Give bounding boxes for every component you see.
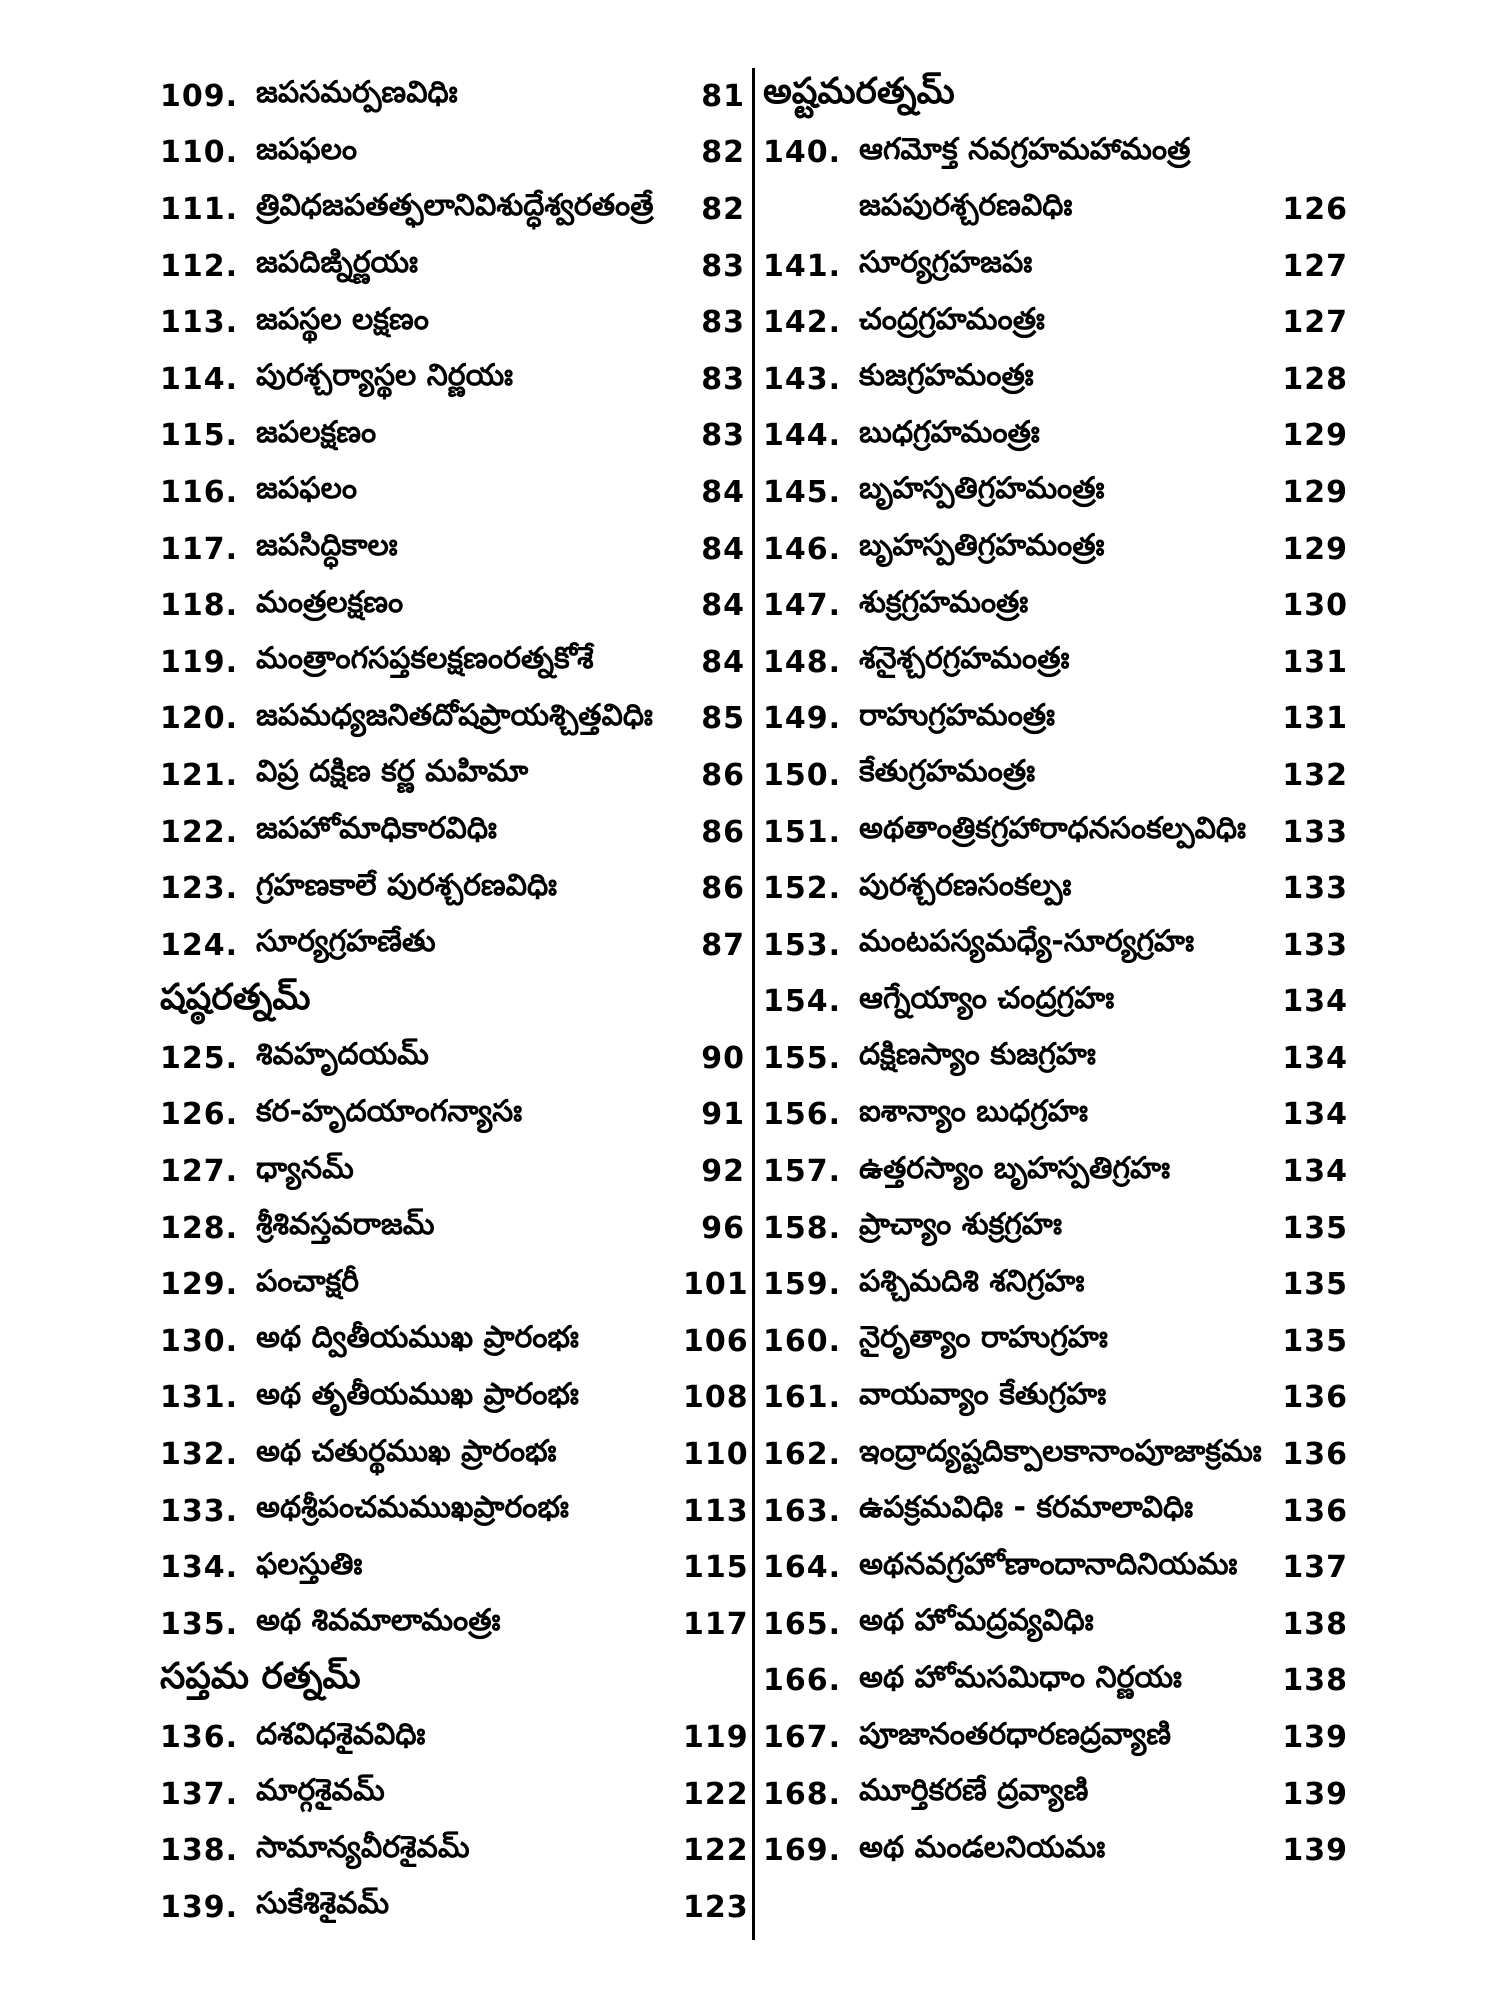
entry-title: గ్రహణకాలే పురశ్చరణవిధిః [256, 867, 558, 903]
entry-number: 146. [763, 531, 842, 567]
entry-page: 135 [1282, 1210, 1348, 1246]
entry-title: అథ తృతీయముఖ ప్రారంభః [256, 1376, 579, 1412]
entry-title: ప్రాచ్యాం శుక్రగ్రహః [859, 1207, 1062, 1243]
entry-number: 130. [160, 1323, 239, 1359]
entry-number: 169. [763, 1833, 842, 1869]
toc-entry [160, 1483, 749, 1540]
entry-number: 151. [763, 814, 842, 850]
toc-entry [160, 1030, 745, 1087]
entry-title: మార్గశైవమ్ [256, 1773, 385, 1809]
toc-entry [763, 860, 1348, 917]
entry-number: 162. [763, 1437, 842, 1473]
entry-number: 152. [763, 871, 842, 907]
toc-entry [763, 1709, 1348, 1766]
toc-entry [160, 860, 745, 917]
entry-title: కర-హృదయాంగన్యాసః [256, 1093, 523, 1129]
entry-page: 84 [701, 644, 745, 680]
entry-page: 87 [701, 927, 745, 963]
entry-page: 110 [683, 1437, 749, 1473]
toc-entry [763, 1313, 1348, 1370]
entry-title: జపసమర్పణవిధిః [256, 75, 458, 111]
entry-title: పశ్చిమదిశి శనిగ్రహః [859, 1263, 1085, 1299]
toc-entry [763, 691, 1348, 748]
entry-number: 134. [160, 1550, 239, 1586]
toc-entry [160, 1879, 749, 1936]
entry-title: అథశ్రీపంచమముఖప్రారంభః [256, 1490, 569, 1526]
entry-page: 133 [1282, 871, 1348, 907]
toc-entry [160, 351, 745, 408]
toc-entry [160, 1539, 749, 1596]
entry-title: జపఫలం [256, 131, 358, 167]
toc-entry [160, 1766, 749, 1823]
toc-entry [763, 1030, 1348, 1087]
entry-page: 131 [1282, 644, 1348, 680]
entry-title: ఇంద్రాద్యష్టదిక్పాలకానాంపూజాక్రమః [859, 1433, 1262, 1469]
entry-number: 119. [160, 644, 239, 680]
entry-page: 129 [1282, 418, 1348, 454]
entry-number: 153. [763, 927, 842, 963]
entry-page: 127 [1282, 248, 1348, 284]
section-heading-shashtha: షష్ఠరత్నమ్ [160, 976, 311, 1018]
toc-entry [763, 351, 1348, 408]
toc-entry [763, 1483, 1348, 1540]
entry-page: 122 [683, 1776, 749, 1812]
toc-entry [763, 804, 1348, 861]
entry-page: 136 [1282, 1380, 1348, 1416]
entry-page: 136 [1282, 1493, 1348, 1529]
section-heading-saptama: సప్తమ రత్నమ్ [160, 1655, 361, 1697]
toc-entry [160, 634, 745, 691]
toc-entry [763, 1370, 1348, 1427]
entry-title: ఫలస్తుతిః [256, 1546, 363, 1582]
entry-title: పురశ్చరణసంకల్పః [859, 867, 1072, 903]
toc-entry [160, 1256, 749, 1313]
toc-entry [763, 1143, 1348, 1200]
entry-number: 115. [160, 418, 239, 454]
entry-number: 163. [763, 1493, 842, 1529]
entry-number: 118. [160, 588, 239, 624]
entry-page: 138 [1282, 1663, 1348, 1699]
toc-entry [160, 1313, 749, 1370]
entry-page: 91 [701, 1097, 745, 1133]
entry-page: 127 [1282, 305, 1348, 341]
entry-title: శ్రీశివస్తవరాజమ్ [256, 1207, 435, 1243]
toc-entry [160, 125, 745, 182]
entry-page: 84 [701, 474, 745, 510]
entry-title: జపహోమాధికారవిధిః [256, 811, 497, 847]
entry-number: 120. [160, 701, 239, 737]
entry-number: 150. [763, 757, 842, 793]
entry-title: అథతాంత్రికగ్రహారాధనసంకల్పవిధిః [859, 811, 1246, 847]
entry-page: 129 [1282, 474, 1348, 510]
toc-entry [763, 917, 1348, 974]
entry-title: ఆగ్నేయ్యాం చంద్రగ్రహః [859, 980, 1115, 1016]
entry-page: 113 [683, 1493, 749, 1529]
entry-title: ఐశాన్యాం బుధగ్రహః [859, 1093, 1088, 1129]
entry-number: 125. [160, 1040, 239, 1076]
entry-page: 84 [701, 531, 745, 567]
entry-title: బృహస్పతిగ్రహమంత్రః [859, 528, 1105, 564]
toc-entry [160, 1822, 749, 1879]
entry-number: 131. [160, 1380, 239, 1416]
toc-entry [160, 747, 745, 804]
entry-title: సామాన్యవీరశైవమ్ [256, 1829, 470, 1865]
toc-entry [160, 1709, 749, 1766]
entry-title: సూర్యగ్రహజపః [859, 245, 1033, 281]
entry-page: 84 [701, 588, 745, 624]
entry-number: 113. [160, 305, 239, 341]
entry-page: 86 [701, 871, 745, 907]
entry-number: 144. [763, 418, 842, 454]
entry-page: 96 [701, 1210, 745, 1246]
toc-entry [763, 1426, 1348, 1483]
toc-entry [763, 1596, 1348, 1653]
toc-entry [763, 1256, 1348, 1313]
entry-title: సూర్యగ్రహణేతు [256, 924, 436, 960]
entry-title: సుకేశిశైవమ్ [256, 1886, 390, 1922]
entry-title: ఉపక్రమవిధిః - కరమాలావిధిః [859, 1490, 1194, 1526]
entry-number: 142. [763, 305, 842, 341]
entry-number: 165. [763, 1606, 842, 1642]
entry-title: శనైశ్చరగ్రహమంత్రః [859, 641, 1070, 677]
entry-page: 133 [1282, 814, 1348, 850]
entry-number: 160. [763, 1323, 842, 1359]
entry-number: 159. [763, 1267, 842, 1303]
entry-title: ఆగమోక్త నవగ్రహమహామంత్ర [859, 131, 1191, 167]
entry-page: 82 [701, 191, 745, 227]
toc-entry [763, 1822, 1348, 1879]
entry-number: 133. [160, 1493, 239, 1529]
entry-number: 121. [160, 757, 239, 793]
entry-number: 128. [160, 1210, 239, 1246]
entry-title: ఉత్తరస్యాం బృహస్పతిగ్రహః [859, 1150, 1171, 1186]
entry-page: 134 [1282, 1040, 1348, 1076]
entry-title: మంటపస్యమధ్యే-సూర్యగ్రహః [859, 924, 1195, 960]
entry-number: 168. [763, 1776, 842, 1812]
entry-number: 132. [160, 1437, 239, 1473]
toc-entry [160, 804, 745, 861]
entry-number: 135. [160, 1606, 239, 1642]
entry-title: శుక్రగ్రహమంత్రః [859, 584, 1029, 620]
entry-page: 126 [1282, 191, 1348, 227]
entry-number: 126. [160, 1097, 239, 1133]
entry-number: 116. [160, 474, 239, 510]
toc-entry [160, 1370, 749, 1427]
left-items-group-3 [160, 1709, 749, 1935]
entry-page: 139 [1282, 1833, 1348, 1869]
entry-title: అథ ద్వితీయముఖ ప్రారంభః [256, 1320, 579, 1356]
entry-title: విప్ర దక్షిణ కర్ణ మహిమా [256, 754, 529, 790]
entry-title: అథ హోమద్రవ్యవిధిః [859, 1603, 1094, 1639]
toc-entry [763, 521, 1348, 578]
entry-number: 137. [160, 1776, 239, 1812]
toc-entry [763, 464, 1348, 521]
toc-entry [763, 634, 1348, 691]
entry-number: 145. [763, 474, 842, 510]
toc-entry [160, 691, 745, 748]
toc-entry [763, 294, 1348, 351]
left-column [160, 68, 749, 1936]
entry-title: దశవిధశైవవిధిః [256, 1716, 426, 1752]
entry-page: 135 [1282, 1323, 1348, 1359]
toc-entry [160, 1596, 749, 1653]
toc-entry [160, 917, 745, 974]
entry-title: బృహస్పతిగ్రహమంత్రః [859, 471, 1105, 507]
entry-number: 123. [160, 871, 239, 907]
entry-page: 85 [701, 701, 745, 737]
entry-number: 117. [160, 531, 239, 567]
entry-title: పురశ్చర్యాస్థల నిర్ణయః [256, 358, 514, 394]
toc-entry [160, 1200, 745, 1257]
left-items-group-1 [160, 68, 745, 974]
entry-number: 129. [160, 1267, 239, 1303]
right-column [763, 68, 1348, 1879]
entry-page: 108 [683, 1380, 749, 1416]
entry-number: 110. [160, 135, 239, 171]
toc-entry [763, 1087, 1348, 1144]
entry-title: జపసిద్ధికాలః [256, 528, 398, 564]
entry-title: ధ్యానమ్ [256, 1150, 354, 1186]
entry-number: 127. [160, 1154, 239, 1190]
entry-title: జపమధ్యజనితదోషప్రాయశ్చిత్తవిధిః [256, 697, 653, 733]
toc-entry [160, 408, 745, 465]
entry-number: 157. [763, 1154, 842, 1190]
entry-page: 122 [683, 1833, 749, 1869]
entry-number: 139. [160, 1889, 239, 1925]
entry-title: కుజగ్రహమంత్రః [859, 358, 1034, 394]
entry-page: 83 [701, 418, 745, 454]
entry-title: మూర్తికరణే ద్రవ్యాణి [859, 1773, 1089, 1809]
entry-title: కేతుగ్రహమంత్రః [859, 754, 1036, 790]
toc-entry [160, 464, 745, 521]
entry-title: దక్షిణస్యాం కుజగ్రహః [859, 1037, 1096, 1073]
toc-entry [763, 1766, 1348, 1823]
entry-title: అథనవగ్రహోణాందానాదినియమః [859, 1546, 1238, 1582]
entry-title: అథ హోమసమిధాం నిర్ణయః [859, 1659, 1182, 1695]
entry-number: 141. [763, 248, 842, 284]
entry-page: 139 [1282, 1720, 1348, 1756]
toc-entry-continuation [763, 181, 1348, 238]
entry-number: 149. [763, 701, 842, 737]
entry-number: 111. [160, 191, 239, 227]
entry-number: 156. [763, 1097, 842, 1133]
entry-number: 143. [763, 361, 842, 397]
entry-page: 134 [1282, 984, 1348, 1020]
entry-title: పంచాక్షరీ [256, 1263, 360, 1299]
toc-entry [763, 408, 1348, 465]
entry-number: 155. [763, 1040, 842, 1076]
entry-title: రాహుగ్రహమంత్రః [859, 697, 1056, 733]
toc-entry [763, 125, 1348, 182]
entry-title: జపదిఙ్నిర్ణయః [256, 245, 418, 281]
column-divider [752, 68, 755, 1940]
entry-page: 131 [1282, 701, 1348, 737]
toc-entry [763, 238, 1348, 295]
entry-page: 139 [1282, 1776, 1348, 1812]
entry-page: 128 [1282, 361, 1348, 397]
entry-page: 81 [701, 78, 745, 114]
toc-entry [763, 1653, 1348, 1710]
entry-title: జపఫలం [256, 471, 358, 507]
entry-title: చంద్రగ్రహమంత్రః [859, 301, 1045, 337]
entry-number: 136. [160, 1720, 239, 1756]
entry-page: 82 [701, 135, 745, 171]
entry-title: జపస్థల లక్షణం [256, 301, 429, 337]
toc-entry [160, 521, 745, 578]
entry-title: త్రివిధజపతత్ఫలానివిశుద్ధేశ్వరతంత్రే [256, 188, 654, 224]
entry-page: 132 [1282, 757, 1348, 793]
entry-number: 140. [763, 135, 842, 171]
entry-page: 136 [1282, 1437, 1348, 1473]
toc-entry [763, 1539, 1348, 1596]
entry-title: వాయవ్యాం కేతుగ్రహః [859, 1376, 1107, 1412]
entry-number: 148. [763, 644, 842, 680]
entry-page: 90 [701, 1040, 745, 1076]
entry-page: 130 [1282, 588, 1348, 624]
toc-entry [763, 577, 1348, 634]
left-items-group-2 [160, 1030, 749, 1653]
entry-page: 86 [701, 757, 745, 793]
toc-entry [160, 238, 745, 295]
toc-entry [763, 974, 1348, 1031]
entry-page: 83 [701, 361, 745, 397]
entry-title: శివహృదయమ్ [256, 1037, 429, 1073]
entry-page: 83 [701, 248, 745, 284]
entry-page: 115 [683, 1550, 749, 1586]
entry-number: 166. [763, 1663, 842, 1699]
entry-title: నైరృత్యాం రాహుగ్రహః [859, 1320, 1108, 1356]
toc-entry [160, 1426, 749, 1483]
toc-entry [160, 294, 745, 351]
entry-title: అథ మండలనియమః [859, 1829, 1106, 1865]
toc-entry [763, 1200, 1348, 1257]
toc-entry [763, 747, 1348, 804]
entry-number: 109. [160, 78, 239, 114]
toc-entry [160, 1087, 745, 1144]
right-items-group [763, 238, 1348, 1879]
entry-page: 83 [701, 305, 745, 341]
entry-number: 114. [160, 361, 239, 397]
entry-page: 117 [683, 1606, 749, 1642]
entry-page: 101 [683, 1267, 749, 1303]
entry-title: అథ చతుర్థముఖ ప్రారంభః [256, 1433, 557, 1469]
entry-number: 147. [763, 588, 842, 624]
entry-page: 92 [701, 1154, 745, 1190]
entry-page: 138 [1282, 1606, 1348, 1642]
toc-entry [160, 1143, 745, 1200]
entry-page: 134 [1282, 1154, 1348, 1190]
toc-entry [160, 68, 745, 125]
entry-title: జపపురశ్చరణవిధిః [859, 188, 1073, 224]
toc-entry [160, 577, 745, 634]
entry-number: 154. [763, 984, 842, 1020]
entry-page: 119 [683, 1720, 749, 1756]
entry-page: 106 [683, 1323, 749, 1359]
entry-title: మంత్రాంగసప్తకలక్షణంరత్నకోశే [256, 641, 594, 677]
entry-number: 124. [160, 927, 239, 963]
entry-number: 138. [160, 1833, 239, 1869]
entry-number: 122. [160, 814, 239, 850]
entry-number: 158. [763, 1210, 842, 1246]
entry-number: 161. [763, 1380, 842, 1416]
entry-number: 167. [763, 1720, 842, 1756]
entry-page: 123 [683, 1889, 749, 1925]
entry-page: 135 [1282, 1267, 1348, 1303]
entry-title: పూజానంతరధారణద్రవ్యాణి [859, 1716, 1172, 1752]
entry-title: జపలక్షణం [256, 414, 377, 450]
entry-page: 134 [1282, 1097, 1348, 1133]
entry-number: 112. [160, 248, 239, 284]
entry-page: 133 [1282, 927, 1348, 963]
entry-title: అథ శివమాలామంత్రః [256, 1603, 501, 1639]
entry-title: మంత్రలక్షణం [256, 584, 404, 620]
entry-title: బుధగ్రహమంత్రః [859, 414, 1040, 450]
section-heading-ashtama: అష్టమరత్నమ్ [763, 71, 955, 113]
entry-number: 164. [763, 1550, 842, 1586]
entry-page: 137 [1282, 1550, 1348, 1586]
toc-entry [160, 181, 745, 238]
entry-page: 129 [1282, 531, 1348, 567]
entry-page: 86 [701, 814, 745, 850]
